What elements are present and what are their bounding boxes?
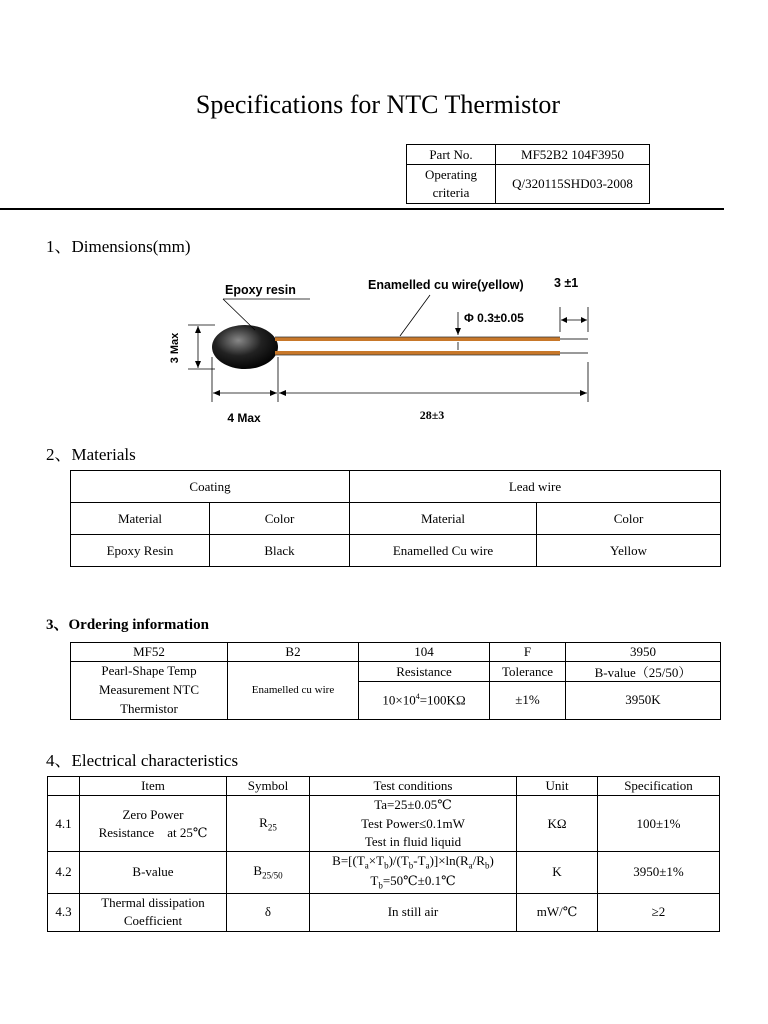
- wire-label: Enamelled cu wire(yellow): [368, 278, 524, 292]
- cond-line1: Ta=25±0.05℃: [374, 797, 452, 813]
- code-series: MF52: [71, 643, 228, 662]
- diameter-label: Φ 0.3±0.05: [464, 311, 524, 325]
- row-no: 4.2: [48, 852, 80, 893]
- coating-color-header: Color: [210, 503, 350, 535]
- width-label: 4 Max: [227, 411, 261, 425]
- criteria-label: [407, 165, 496, 204]
- header-item: Item: [80, 777, 227, 796]
- series-desc-line2: Measurement NTC: [98, 681, 199, 697]
- cond-line3: Test in fluid liquid: [364, 833, 462, 849]
- cond-formula: $B=[(T_a\times T_b)/(T_b-T_a)]\times\ln(R_a/R_b)$: [332, 853, 494, 871]
- section-dimensions-heading: 1、Dimensions(mm): [46, 237, 191, 256]
- row-symbol: $B_{25/50}$: [227, 852, 310, 893]
- row-symbol: $R_{25}$: [227, 796, 310, 852]
- ordering-table: [70, 642, 721, 720]
- row-spec: 3950±1%: [598, 852, 720, 893]
- cond-line2: Test Power≤0.1mW: [361, 815, 465, 831]
- coating-material-header: Material: [71, 503, 210, 535]
- item-line1: Thermal dissipation: [101, 894, 205, 910]
- row-conditions: In still air: [310, 893, 517, 931]
- row-no: 4.1: [48, 796, 80, 852]
- header-symbol: Symbol: [227, 777, 310, 796]
- epoxy-label: Epoxy resin: [225, 283, 296, 297]
- row-unit: K: [517, 852, 598, 893]
- code-wire: B2: [228, 643, 359, 662]
- row-symbol: δ: [227, 893, 310, 931]
- item-line2: Coefficient: [123, 913, 183, 929]
- part-info-table: [406, 144, 650, 204]
- coating-material-value: Epoxy Resin: [71, 535, 210, 567]
- materials-table: [70, 470, 721, 567]
- lead-color-value: Yellow: [537, 535, 721, 567]
- electrical-table: [47, 776, 720, 932]
- header-divider: [0, 208, 724, 210]
- lead-color-header: Color: [537, 503, 721, 535]
- row-item: [80, 893, 227, 931]
- bvalue-label: B-value（25/50）: [566, 662, 721, 682]
- code-bvalue: 3950: [566, 643, 721, 662]
- item-line2: Resistance at 25℃: [98, 824, 208, 840]
- section-electrical-heading: 4、Electrical characteristics: [46, 751, 239, 770]
- series-desc-line1: Pearl-Shape Temp: [101, 663, 197, 678]
- tolerance-label: Tolerance: [490, 662, 566, 682]
- bvalue-value: 3950K: [566, 682, 721, 719]
- lead-material-header: Material: [350, 503, 537, 535]
- row-spec: 100±1%: [598, 796, 720, 852]
- section-ordering-heading: 3、Ordering information: [46, 617, 209, 633]
- row-item: [80, 796, 227, 852]
- criteria-label-line2: criteria: [432, 185, 470, 200]
- code-resistance: 104: [359, 643, 490, 662]
- height-label: 3 Max: [169, 332, 181, 364]
- code-tolerance: F: [490, 643, 566, 662]
- lead-material-value: Enamelled Cu wire: [350, 535, 537, 567]
- row-no: 4.3: [48, 893, 80, 931]
- header-test-conditions: Test conditions: [310, 777, 517, 796]
- lead-tip-label: 3 ±1: [554, 276, 579, 290]
- header-specification: Specification: [598, 777, 720, 796]
- series-description: [71, 662, 228, 720]
- part-no-label: Part No.: [407, 145, 496, 165]
- row-conditions: [310, 796, 517, 852]
- page-title: Specifications for NTC Thermistor: [195, 90, 561, 119]
- header-unit: Unit: [517, 777, 598, 796]
- tolerance-value: ±1%: [490, 682, 566, 719]
- criteria-value: Q/320115SHD03-2008: [496, 165, 650, 204]
- row-unit: KΩ: [517, 796, 598, 852]
- wire-description: Enamelled cu wire: [228, 662, 359, 720]
- thermistor-bead: [212, 325, 278, 369]
- header-no: [48, 777, 80, 796]
- row-conditions: [310, 852, 517, 893]
- coating-color-value: Black: [210, 535, 350, 567]
- resistance-label: Resistance: [359, 662, 490, 682]
- coating-header: Coating: [71, 471, 350, 503]
- lead-wire-bottom: [275, 351, 560, 355]
- item-line1: Zero Power: [122, 806, 184, 822]
- length-label: 28±3: [419, 408, 445, 422]
- lead-wire-header: Lead wire: [350, 471, 721, 503]
- row-item: B-value: [80, 852, 227, 893]
- row-unit: mW/℃: [517, 893, 598, 931]
- section-materials-heading: 2、Materials: [46, 445, 136, 464]
- cond-temperature: $T_b=50℃\pm 0.1℃$: [370, 873, 456, 891]
- resistance-value: $10\times 10^4=100K\Omega$: [359, 682, 490, 719]
- dimensions-diagram: [160, 262, 600, 432]
- part-no-value: MF52B2 104F3950: [496, 145, 650, 165]
- lead-wire-top: [275, 337, 560, 341]
- criteria-label-line1: Operating: [425, 167, 477, 183]
- series-desc-line3: Thermistor: [120, 700, 178, 716]
- row-spec: ≥2: [598, 893, 720, 931]
